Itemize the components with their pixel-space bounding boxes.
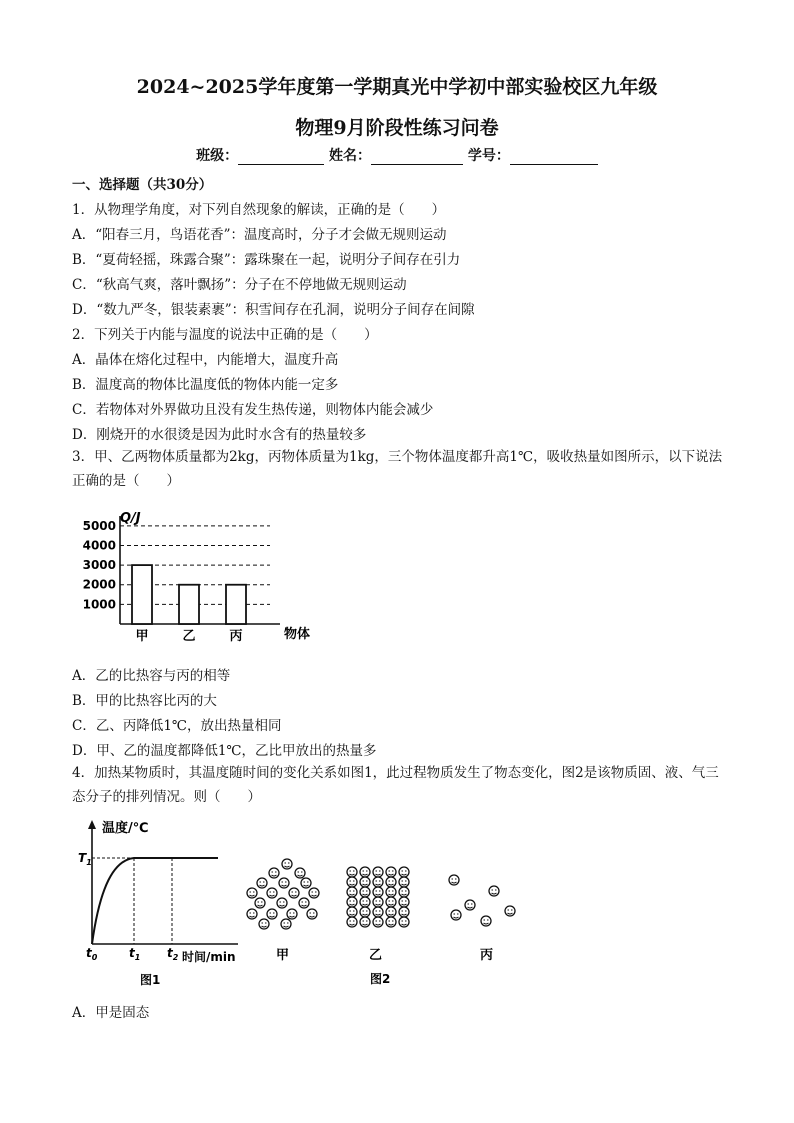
- solid-molecule: [360, 917, 370, 927]
- fig1-t0: $t_0$: [86, 946, 98, 962]
- solid-molecule: [386, 867, 396, 877]
- liquid-molecule: [301, 878, 311, 888]
- fig2-caption: 图2: [370, 972, 391, 986]
- q4-figure-1: [78, 816, 248, 991]
- solid-molecule: [373, 897, 383, 907]
- q4-option-a: A．甲是固态: [72, 1005, 150, 1021]
- x-axis-label: 物体: [284, 627, 311, 642]
- class-label: 班级：: [196, 148, 239, 164]
- q4-figure-2: [240, 852, 530, 992]
- id-label: 学号：: [467, 148, 510, 164]
- solid-molecule: [373, 917, 383, 927]
- q2-stem: 2．下列关于内能与温度的说法中正确的是（ ）: [72, 327, 378, 343]
- solid-molecule: [386, 877, 396, 887]
- liquid-molecule: [279, 878, 289, 888]
- fig1-y-label: 温度/℃: [102, 821, 149, 836]
- category-label: 丙: [229, 629, 243, 644]
- fig2-label-jia: 甲: [276, 948, 290, 963]
- liquid-molecule: [247, 909, 257, 919]
- title-line-2: 物理9月阶段性练习问卷: [295, 117, 499, 139]
- liquid-molecule: [282, 859, 292, 869]
- q3-option-d: D．甲、乙的温度都降低1℃，乙比甲放出的热量多: [72, 743, 377, 759]
- fig1-curve: [92, 858, 218, 944]
- solid-molecule: [360, 887, 370, 897]
- solid-molecule: [347, 907, 357, 917]
- fig1-t-level: $T_1$: [78, 851, 92, 867]
- liquid-molecule: [309, 888, 319, 898]
- liquid-molecule: [299, 898, 309, 908]
- gas-molecule: [489, 886, 499, 896]
- liquid-molecule: [289, 888, 299, 898]
- solid-molecule: [399, 877, 409, 887]
- q4-stem: 4．加热某物质时，其温度随时间的变化关系如图1，此过程物质发生了物态变化，图2是该物质固、液、气三态分子的排列情况。则（ ）: [72, 765, 719, 805]
- q2-option-b: B．温度高的物体比温度低的物体内能一定多: [72, 377, 339, 393]
- category-label: 乙: [182, 629, 196, 644]
- q2-option-a: A．晶体在熔化过程中，内能增大，温度升高: [72, 352, 339, 368]
- liquid-molecule: [257, 878, 267, 888]
- gas-molecule: [465, 900, 475, 910]
- liquid-molecule: [281, 919, 291, 929]
- q1-option-d: D．“数九严冬，银装素裹”：积雪间存在孔洞，说明分子间存在间隙: [72, 302, 475, 318]
- liquid-molecule: [259, 919, 269, 929]
- fig1-t1: $t_1$: [129, 946, 141, 962]
- q1-option-a: A．“阳春三月，鸟语花香”：温度高时，分子才会做无规则运动: [72, 227, 447, 243]
- bar-0: [132, 565, 152, 624]
- class-blank[interactable]: [238, 148, 324, 165]
- name-label: 姓名：: [329, 148, 371, 164]
- q3-option-c: C．乙、丙降低1℃，放出热量相同: [72, 718, 282, 734]
- liquid-molecule: [287, 909, 297, 919]
- liquid-molecule: [267, 888, 277, 898]
- gas-molecule: [449, 875, 459, 885]
- solid-molecule: [373, 867, 383, 877]
- y-tick-label: 3000: [82, 558, 116, 573]
- gas-molecule: [451, 910, 461, 920]
- solid-molecule: [347, 897, 357, 907]
- solid-molecule: [386, 897, 396, 907]
- liquid-molecule: [307, 909, 317, 919]
- solid-molecule: [399, 897, 409, 907]
- name-blank[interactable]: [371, 148, 463, 165]
- q3-option-b: B．甲的比热容比丙的大: [72, 693, 217, 709]
- student-info-fields: [0, 145, 794, 165]
- bar-1: [179, 585, 199, 624]
- q3-bar-chart: [80, 508, 330, 648]
- y-tick-label: 4000: [82, 538, 116, 553]
- solid-molecule: [347, 887, 357, 897]
- category-label: 甲: [135, 629, 149, 644]
- q2-option-c: C．若物体对外界做功且没有发生热传递，则物体内能会减少: [72, 402, 434, 418]
- title-line-1: 2024~2025学年度第一学期真光中学初中部实验校区九年级: [136, 76, 658, 98]
- solid-molecule: [360, 877, 370, 887]
- solid-molecule: [399, 907, 409, 917]
- solid-molecule: [386, 907, 396, 917]
- fig1-x-label: 时间/min: [182, 950, 236, 964]
- solid-molecule: [399, 867, 409, 877]
- liquid-molecule: [277, 898, 287, 908]
- solid-molecule: [386, 887, 396, 897]
- fig2-label-yi: 乙: [369, 948, 383, 963]
- solid-molecule: [360, 907, 370, 917]
- q1-option-b: B．“夏荷轻摇，珠露合聚”：露珠聚在一起，说明分子间存在引力: [72, 252, 461, 268]
- section-heading: 一、选择题（共30分）: [72, 177, 213, 193]
- liquid-molecule: [295, 868, 305, 878]
- solid-molecule: [360, 897, 370, 907]
- gas-molecule: [481, 916, 491, 926]
- q3-stem: 3．甲、乙两物体质量都为2kg，丙物体质量为1kg，三个物体温度都升高1℃，吸收热量如图所示，以下说法正确的是（ ）: [72, 449, 723, 489]
- y-axis-label: Q/J: [120, 511, 141, 526]
- liquid-molecule: [247, 888, 257, 898]
- q1-stem: 1．从物理学角度，对下列自然现象的解读，正确的是（ ）: [72, 202, 446, 218]
- id-blank[interactable]: [510, 148, 598, 165]
- gas-molecule: [505, 906, 515, 916]
- solid-molecule: [373, 887, 383, 897]
- q3-option-a: A．乙的比热容与丙的相等: [72, 668, 231, 684]
- solid-molecule: [373, 907, 383, 917]
- bar-2: [226, 585, 246, 624]
- liquid-molecule: [267, 909, 277, 919]
- solid-molecule: [373, 877, 383, 887]
- y-tick-label: 1000: [82, 597, 116, 612]
- liquid-molecule: [255, 898, 265, 908]
- fig1-y-arrow: [88, 820, 96, 829]
- solid-molecule: [399, 917, 409, 927]
- solid-molecule: [399, 887, 409, 897]
- y-tick-label: 5000: [82, 518, 116, 533]
- fig1-caption: 图1: [140, 973, 161, 987]
- solid-molecule: [386, 917, 396, 927]
- liquid-molecule: [269, 868, 279, 878]
- solid-molecule: [347, 877, 357, 887]
- q2-option-d: D．刚烧开的水很烫是因为此时水含有的热量较多: [72, 427, 367, 443]
- q1-option-c: C．“秋高气爽，落叶飘扬”：分子在不停地做无规则运动: [72, 277, 407, 293]
- y-tick-label: 2000: [82, 577, 116, 592]
- solid-molecule: [347, 867, 357, 877]
- solid-molecule: [360, 867, 370, 877]
- fig2-label-bing: 丙: [480, 948, 494, 963]
- solid-molecule: [347, 917, 357, 927]
- fig1-t2: $t_2$: [167, 946, 179, 962]
